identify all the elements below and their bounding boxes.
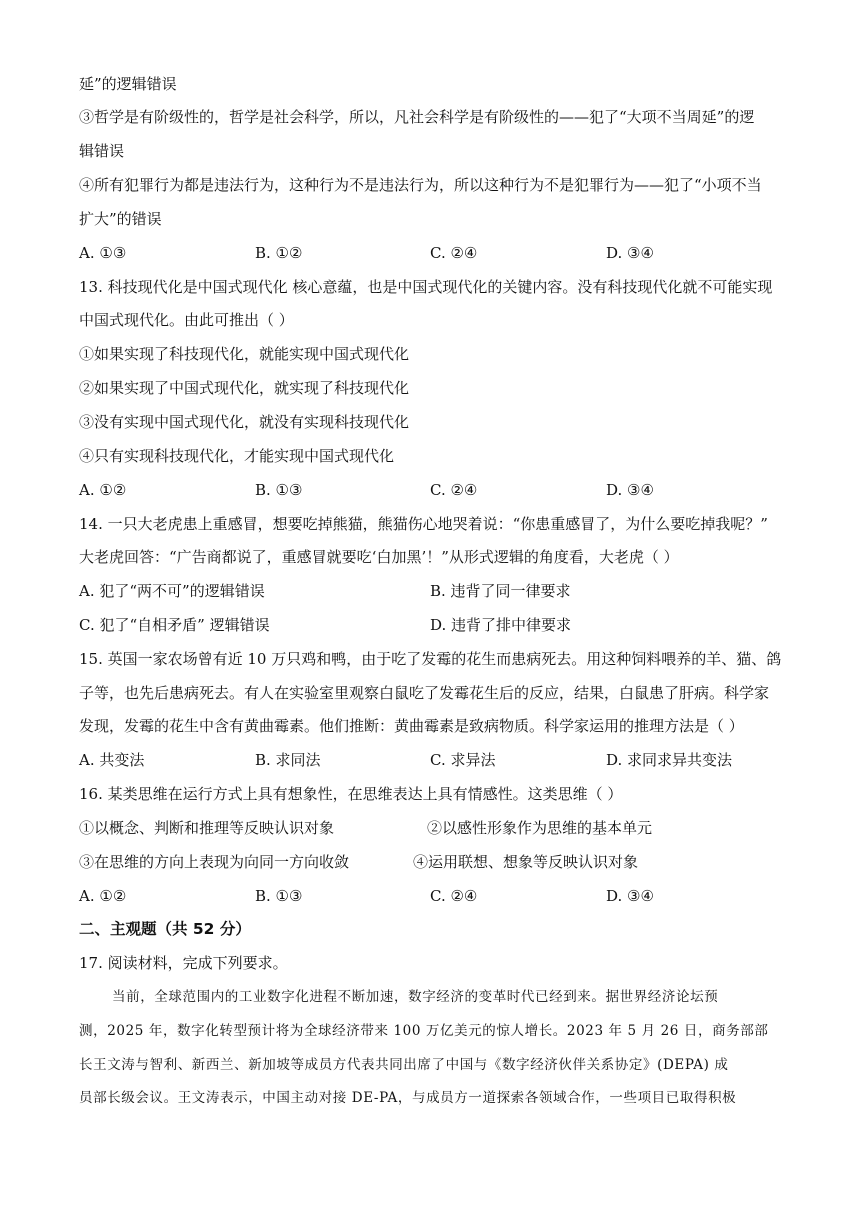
q13-item-2: ②如果实现了中国式现代化，就实现了科技现代化 xyxy=(79,379,410,397)
q16-item-1: ①以概念、判断和推理等反映认识对象 xyxy=(79,819,335,837)
q14-stem-cont: 大老虎回答：“广告商都说了，重感冒就要吃‘白加黑’！”从形式逻辑的角度看，大老虎（ ） xyxy=(79,548,679,566)
q12-item-3: ③哲学是有阶级性的，哲学是社会科学，所以，凡社会科学是有阶级性的——犯了“大项不当周延”的逻 xyxy=(79,108,755,126)
q16-option-b[interactable]: B. ①③ xyxy=(255,887,303,905)
q15-option-c[interactable]: C. 求异法 xyxy=(430,751,496,769)
q13-stem: 13. 科技现代化是中国式现代化 核心意蕴，也是中国式现代化的关键内容。没有科技现代化就不可能实现 xyxy=(79,278,773,296)
q16-item-2: ②以感性形象作为思维的基本单元 xyxy=(427,819,653,837)
q13-option-b[interactable]: B. ①③ xyxy=(255,481,303,499)
q12-option-d[interactable]: D. ③④ xyxy=(606,244,654,262)
q12-item-3-cont: 辑错误 xyxy=(79,142,125,160)
q15-option-a[interactable]: A. 共变法 xyxy=(79,751,145,769)
q14-option-b[interactable]: B. 违背了同一律要求 xyxy=(430,582,571,600)
q16-option-d[interactable]: D. ③④ xyxy=(606,887,654,905)
q13-stem-cont: 中国式现代化。由此可推出（ ） xyxy=(79,311,294,329)
q13-option-d[interactable]: D. ③④ xyxy=(606,481,654,499)
material-line: 员部长级会议。王文涛表示，中国主动对接 DE-PA，与成员方一道探索各领域合作，一些项目已取得积极 xyxy=(79,1090,737,1106)
material-line: 长王文涛与智利、新西兰、新加坡等成员方代表共同出席了中国与《数字经济伙伴关系协定》(DEPA) 成 xyxy=(79,1057,729,1073)
q13-item-1: ①如果实现了科技现代化，就能实现中国式现代化 xyxy=(79,345,410,363)
q12-option-b[interactable]: B. ①② xyxy=(255,244,303,262)
q12-line: 延”的逻辑错误 xyxy=(79,75,177,93)
material-line: 测，2025 年，数字化转型预计将为全球经济带来 100 万亿美元的惊人增长。2023 年 5 月 26 日，商务部部 xyxy=(79,1023,769,1039)
q15-stem-cont-1: 子等，也先后患病死去。有人在实验室里观察白鼠吃了发霉花生后的反应，结果，白鼠患了肝病。科学家 xyxy=(79,684,770,702)
material-line: 当前，全球范围内的工业数字化进程不断加速，数字经济的变革时代已经到来。据世界经济论坛预 xyxy=(112,989,719,1005)
q15-stem-cont-2: 发现，发霉的花生中含有黄曲霉素。他们推断：黄曲霉素是致病物质。科学家运用的推理方法是（ ） xyxy=(79,717,744,735)
section-title: 二、主观题（共 52 分） xyxy=(79,920,251,938)
q13-option-a[interactable]: A. ①② xyxy=(79,481,127,499)
q16-stem: 16. 某类思维在运行方式上具有想象性，在思维表达上具有情感性。这类思维（ ） xyxy=(79,785,623,803)
q13-item-4: ④只有实现科技现代化，才能实现中国式现代化 xyxy=(79,447,395,465)
q12-item-4: ④所有犯罪行为都是违法行为，这种行为不是违法行为，所以这种行为不是犯罪行为——犯了“小项不当 xyxy=(79,176,762,194)
q15-option-b[interactable]: B. 求同法 xyxy=(255,751,321,769)
q12-option-c[interactable]: C. ②④ xyxy=(430,244,478,262)
q16-option-a[interactable]: A. ①② xyxy=(79,887,127,905)
q12-option-a[interactable]: A. ①③ xyxy=(79,244,127,262)
q14-option-c[interactable]: C. 犯了“自相矛盾” 逻辑错误 xyxy=(79,616,270,634)
q16-item-4: ④运用联想、想象等反映认识对象 xyxy=(413,853,639,871)
q12-item-4-cont: 扩大”的错误 xyxy=(79,210,162,228)
q16-option-c[interactable]: C. ②④ xyxy=(430,887,478,905)
q13-item-3: ③没有实现中国式现代化，就没有实现科技现代化 xyxy=(79,413,410,431)
q16-item-3: ③在思维的方向上表现为向同一方向收敛 xyxy=(79,853,350,871)
q14-stem: 14. 一只大老虎患上重感冒，想要吃掉熊猫，熊猫伤心地哭着说：“你患重感冒了，为什么要吃掉我呢？” xyxy=(79,515,768,533)
q14-option-a[interactable]: A. 犯了“两不可”的逻辑错误 xyxy=(79,582,265,600)
q14-option-d[interactable]: D. 违背了排中律要求 xyxy=(430,616,572,634)
q13-option-c[interactable]: C. ②④ xyxy=(430,481,478,499)
q17-stem: 17. 阅读材料，完成下列要求。 xyxy=(79,954,288,972)
q15-stem: 15. 英国一家农场曾有近 10 万只鸡和鸭，由于吃了发霉的花生而患病死去。用这种饲料喂养的羊、猫、鸽 xyxy=(79,650,782,668)
q15-option-d[interactable]: D. 求同求异共变法 xyxy=(606,751,733,769)
